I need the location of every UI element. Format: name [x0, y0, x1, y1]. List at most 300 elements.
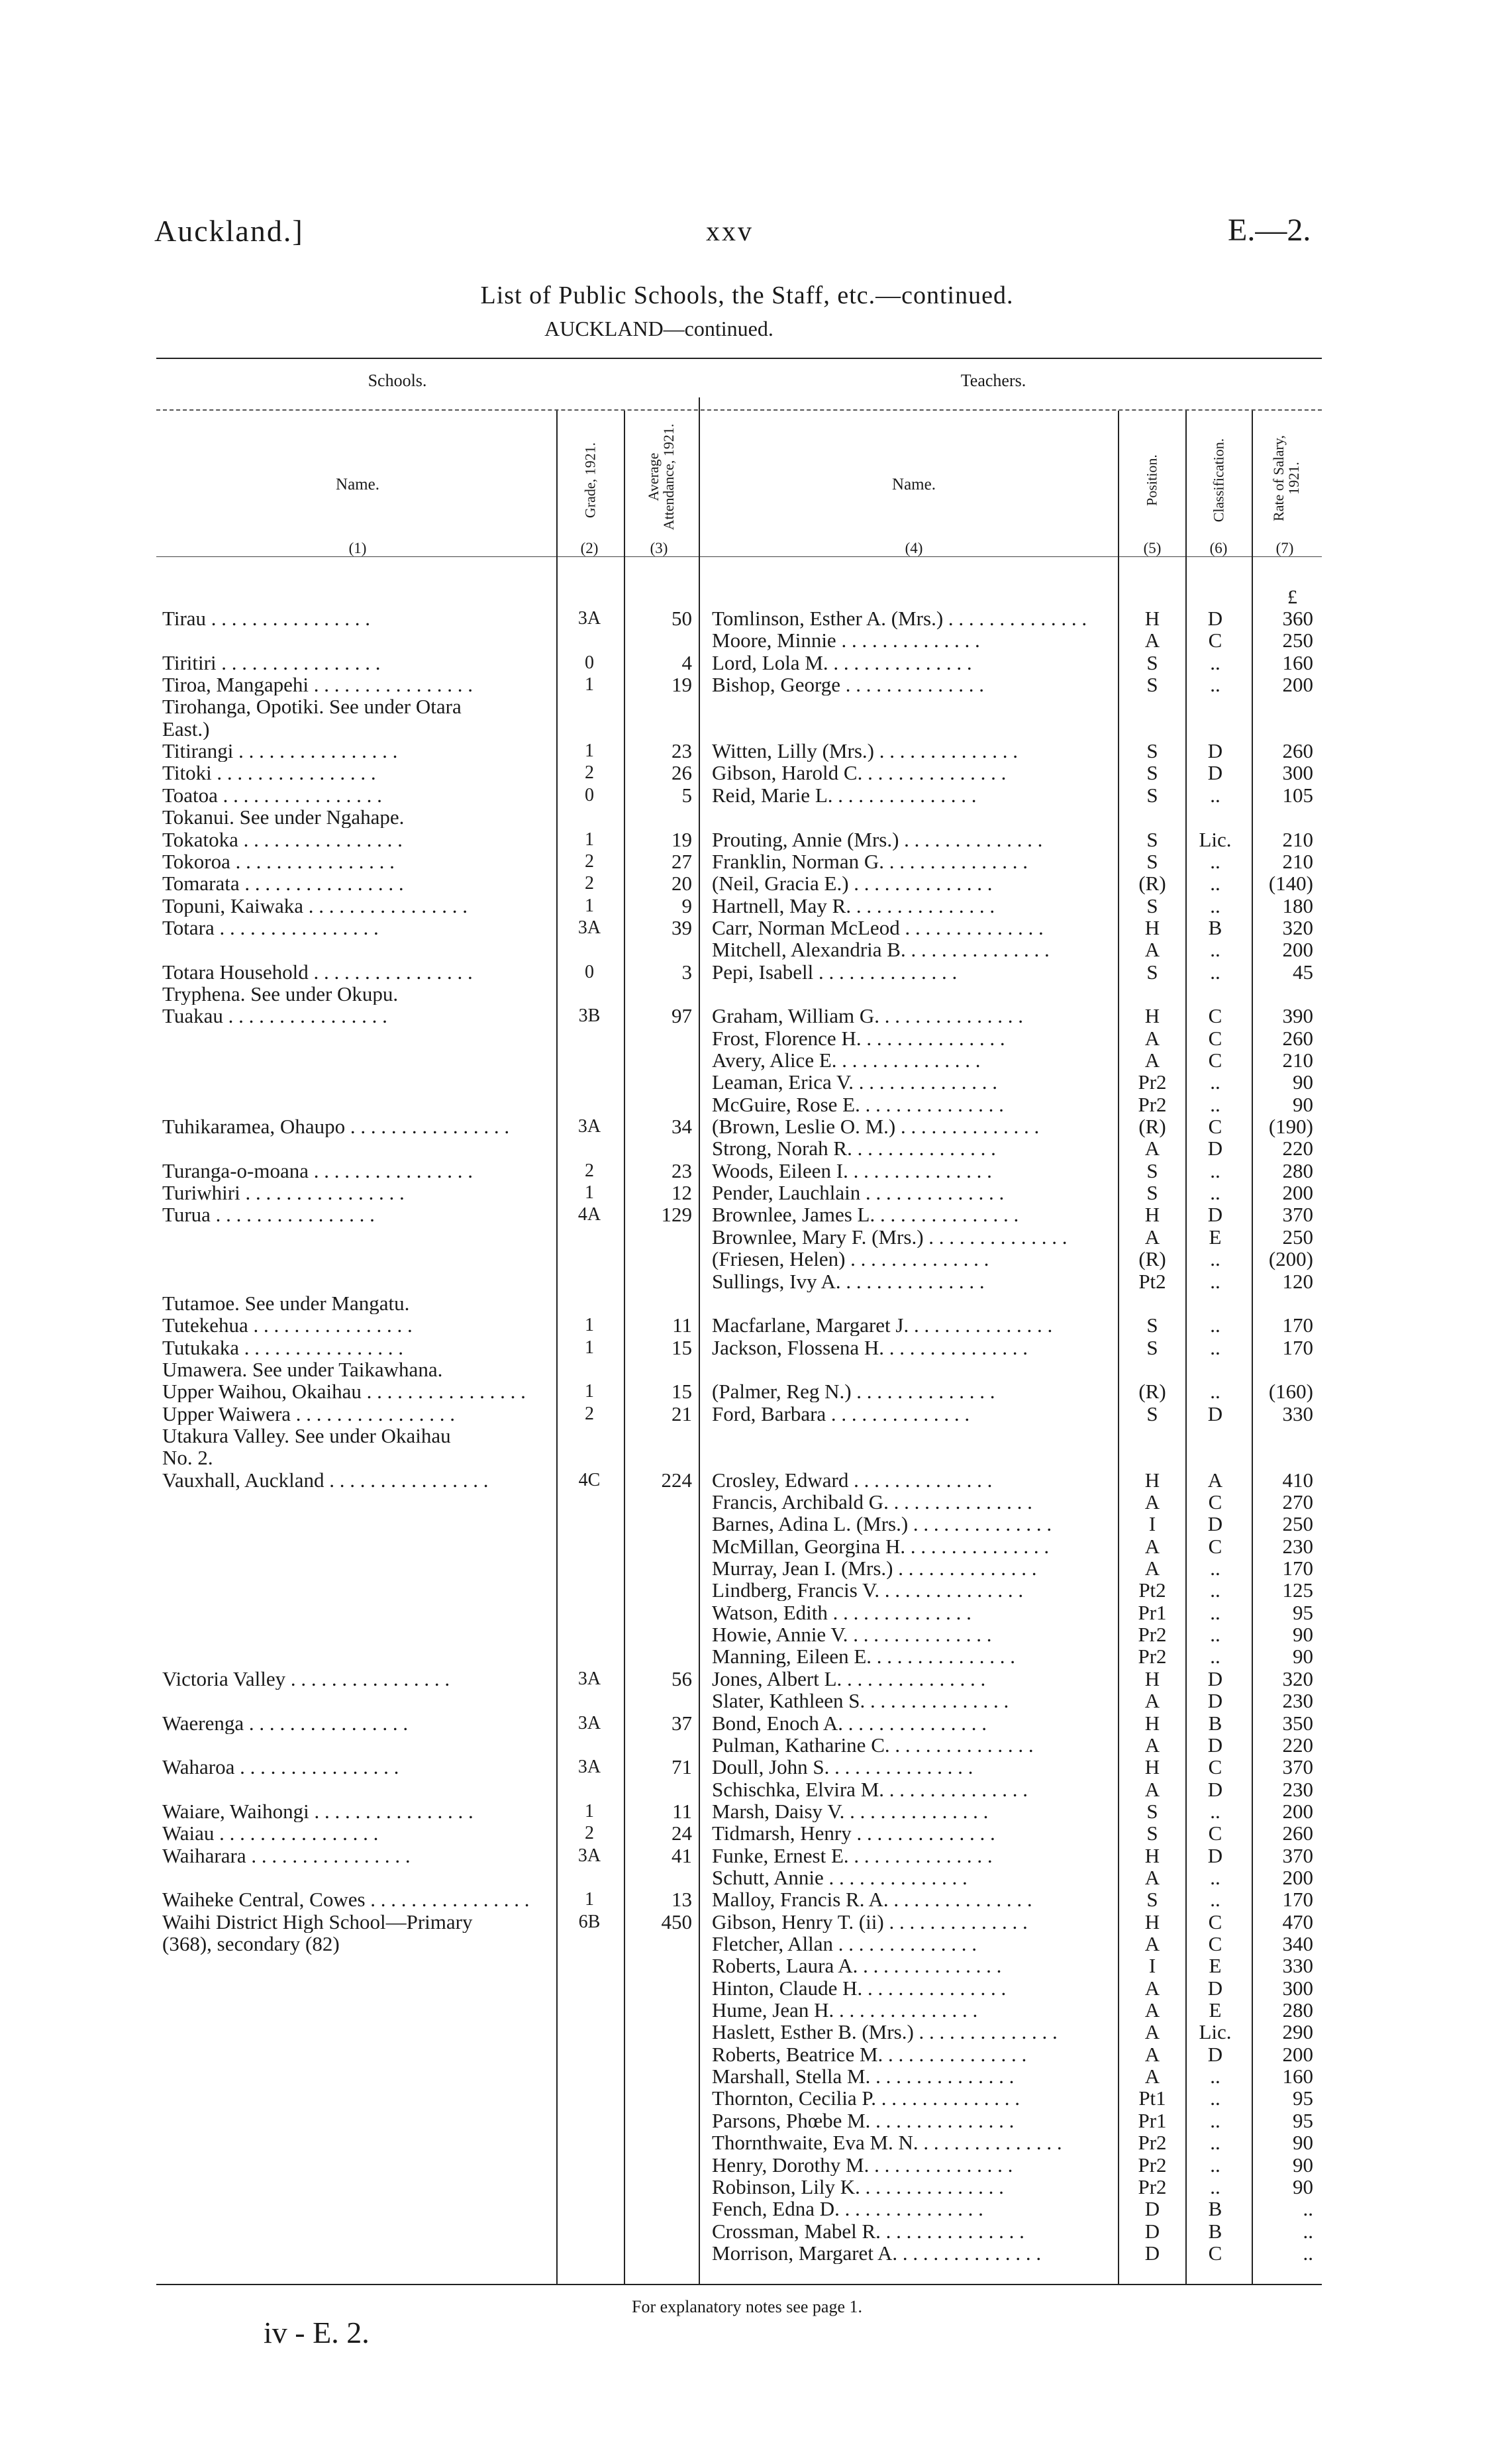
- teacher-row: [0, 2065, 1494, 2087]
- teacher-name: Thornton, Cecilia P. . . . . . . . . . . . . . .: [712, 2087, 1020, 2110]
- teacher-position: S: [1146, 849, 1158, 873]
- teacher-position: S: [1146, 827, 1158, 851]
- teacher-name: Marshall, Stella M. . . . . . . . . . . . . . .: [712, 2065, 1015, 2088]
- teacher-name: Prouting, Annie (Mrs.) . . . . . . . . . . . . . .: [712, 828, 1043, 850]
- school-grade: 3A: [577, 1668, 601, 1689]
- teacher-salary: 220: [1282, 1733, 1313, 1757]
- teacher-salary: 250: [1282, 629, 1313, 652]
- school-name: Waiheke Central, Cowes . . . . . . . . . . . . . . . .: [162, 1888, 530, 1911]
- school-name: Utakura Valley. See under Okaihau: [162, 1424, 451, 1447]
- school-name: Tomarata . . . . . . . . . . . . . . . .: [162, 872, 404, 895]
- teacher-classification: ..: [1210, 2175, 1220, 2198]
- teacher-row: [0, 2154, 1494, 2176]
- teacher-classification: ..: [1210, 1092, 1220, 1116]
- teacher-name: Lindberg, Francis V. . . . . . . . . . . . . . .: [712, 1579, 1024, 1602]
- teacher-position: H: [1144, 1468, 1160, 1492]
- school-grade: 2: [585, 1160, 594, 1181]
- teacher-salary: 360: [1282, 607, 1313, 630]
- school-grade: 3A: [577, 1845, 601, 1866]
- teacher-position: A: [1144, 629, 1160, 652]
- teacher-row: [0, 1602, 1494, 1623]
- col-header-teacher-name: Name.: [892, 476, 936, 493]
- teacher-classification: ..: [1210, 1578, 1220, 1602]
- school-row: [0, 718, 1494, 740]
- school-name: Tirau . . . . . . . . . . . . . . . .: [162, 607, 371, 629]
- teacher-position: H: [1144, 915, 1160, 939]
- teacher-name: Barnes, Adina L. (Mrs.) . . . . . . . . . . . . . .: [712, 1513, 1052, 1535]
- teacher-row: [0, 1645, 1494, 1667]
- teacher-position: A: [1144, 1534, 1160, 1558]
- teacher-row: [0, 1579, 1494, 1601]
- school-attendance: 27: [672, 849, 692, 873]
- teacher-row: [0, 1071, 1494, 1093]
- teacher-position: A: [1144, 1865, 1160, 1889]
- teacher-name: Strong, Norah R. . . . . . . . . . . . . . .: [712, 1137, 996, 1160]
- header-right: E.—2.: [1228, 213, 1311, 248]
- teacher-row: [0, 1049, 1494, 1071]
- teacher-row: [0, 1668, 1494, 1690]
- teacher-position: A: [1144, 1733, 1160, 1757]
- school-attendance: 13: [672, 1888, 692, 1912]
- teacher-classification: ..: [1210, 2153, 1220, 2177]
- page-subtitle: AUCKLAND—continued.: [544, 317, 773, 340]
- school-attendance: 12: [672, 1181, 692, 1205]
- table-bottom-rule: [156, 2284, 1322, 2285]
- school-grade: 3A: [577, 608, 601, 629]
- school-row: [0, 806, 1494, 828]
- teacher-row: [0, 1756, 1494, 1778]
- teacher-row: [0, 1712, 1494, 1734]
- teacher-salary: 95: [1293, 2108, 1313, 2132]
- teacher-salary: 280: [1282, 1158, 1313, 1182]
- school-attendance: 450: [661, 1910, 692, 1933]
- teacher-row: [0, 762, 1494, 784]
- teacher-salary: ..: [1303, 2241, 1313, 2265]
- school-attendance: 23: [672, 739, 692, 763]
- school-attendance: 19: [672, 673, 692, 697]
- teacher-row: [0, 872, 1494, 894]
- school-attendance: 15: [672, 1335, 692, 1359]
- school-attendance: 26: [672, 761, 692, 785]
- school-name: No. 2.: [162, 1447, 213, 1469]
- group-header-teachers: Teachers.: [960, 371, 1026, 390]
- teacher-name: Morrison, Margaret A. . . . . . . . . . . . . . .: [712, 2241, 1042, 2264]
- teacher-position: A: [1144, 2020, 1160, 2044]
- teacher-position: H: [1144, 1843, 1160, 1867]
- teacher-classification: D: [1207, 1203, 1223, 1227]
- teacher-classification: ..: [1210, 1557, 1220, 1580]
- teacher-row: [0, 1182, 1494, 1204]
- teacher-classification: ..: [1210, 1269, 1220, 1293]
- school-grade: 4A: [577, 1204, 601, 1225]
- teacher-salary: 300: [1282, 1976, 1313, 2000]
- teacher-salary: 170: [1282, 1313, 1313, 1337]
- teacher-name: Manning, Eileen E. . . . . . . . . . . . . . .: [712, 1645, 1016, 1668]
- table-top-rule: [156, 358, 1322, 359]
- teacher-row: [0, 2220, 1494, 2242]
- teacher-position: S: [1146, 894, 1158, 917]
- teacher-row: [0, 1380, 1494, 1402]
- teacher-position: (R): [1138, 872, 1166, 896]
- teacher-name: Woods, Eileen I. . . . . . . . . . . . . . .: [712, 1159, 992, 1182]
- school-name: Topuni, Kaiwaka . . . . . . . . . . . . . . . .: [162, 894, 468, 917]
- school-row: [0, 695, 1494, 717]
- teacher-name: Pender, Lauchlain . . . . . . . . . . . . . .: [712, 1182, 1005, 1204]
- school-grade: 2: [585, 762, 594, 784]
- teacher-position: A: [1144, 1225, 1160, 1249]
- school-name: Tokatoka . . . . . . . . . . . . . . . .: [162, 828, 403, 850]
- teacher-name: Jones, Albert L. . . . . . . . . . . . . . .: [712, 1667, 986, 1690]
- col-number-4: (4): [905, 540, 923, 556]
- teacher-classification: ..: [1210, 1865, 1220, 1889]
- teacher-salary: 230: [1282, 1777, 1313, 1801]
- teacher-salary: 260: [1282, 1026, 1313, 1050]
- teacher-salary: 260: [1282, 739, 1313, 763]
- teacher-classification: ..: [1210, 1645, 1220, 1668]
- teacher-salary: ..: [1303, 2219, 1313, 2243]
- teacher-salary: 220: [1282, 1137, 1313, 1160]
- teacher-position: D: [1144, 2219, 1160, 2243]
- teacher-classification: C: [1208, 1490, 1222, 1514]
- school-grade: 3A: [577, 1757, 601, 1778]
- teacher-classification: D: [1207, 1512, 1223, 1536]
- col-number-6: (6): [1209, 540, 1228, 556]
- school-name: Waiau . . . . . . . . . . . . . . . .: [162, 1822, 379, 1845]
- teacher-position: (R): [1138, 1380, 1166, 1404]
- footer-note: For explanatory notes see page 1.: [631, 2297, 862, 2316]
- teacher-classification: C: [1208, 1932, 1222, 1955]
- teacher-classification: D: [1207, 1843, 1223, 1867]
- teacher-row: [0, 1911, 1494, 1933]
- teacher-name: Witten, Lilly (Mrs.) . . . . . . . . . . . . . .: [712, 740, 1018, 762]
- teacher-name: Fletcher, Allan . . . . . . . . . . . . . .: [712, 1933, 977, 1955]
- teacher-row: [0, 1314, 1494, 1336]
- school-attendance: 24: [672, 1822, 692, 1845]
- col-header-attendance: Average Attendance, 1921.: [644, 423, 677, 531]
- teacher-name: Graham, William G. . . . . . . . . . . . . . .: [712, 1005, 1024, 1027]
- teacher-position: S: [1146, 1402, 1158, 1425]
- teacher-row: [0, 2043, 1494, 2065]
- teacher-name: Francis, Archibald G. . . . . . . . . . . . . . .: [712, 1491, 1032, 1513]
- teacher-name: Ford, Barbara . . . . . . . . . . . . . .: [712, 1402, 970, 1425]
- teacher-classification: ..: [1210, 1158, 1220, 1182]
- teacher-classification: ..: [1210, 938, 1220, 962]
- page-mark: iv - E. 2.: [264, 2316, 370, 2349]
- teacher-classification: B: [1208, 2219, 1222, 2243]
- teacher-position: Pr2: [1138, 1070, 1167, 1094]
- teacher-salary: 120: [1282, 1269, 1313, 1293]
- teacher-position: S: [1146, 650, 1158, 674]
- teacher-classification: C: [1208, 1004, 1222, 1028]
- teacher-row: [0, 629, 1494, 651]
- teacher-row: [0, 1403, 1494, 1425]
- school-name: Vauxhall, Auckland . . . . . . . . . . . . . . . .: [162, 1468, 489, 1491]
- teacher-position: H: [1144, 1910, 1160, 1933]
- teacher-name: Roberts, Laura A. . . . . . . . . . . . . . .: [712, 1955, 1002, 1977]
- school-grade: 3A: [577, 917, 601, 938]
- teacher-name: Bond, Enoch A. . . . . . . . . . . . . . .: [712, 1712, 987, 1734]
- teacher-row: [0, 2242, 1494, 2264]
- teacher-name: Pepi, Isabell . . . . . . . . . . . . . .: [712, 960, 958, 983]
- teacher-name: Pulman, Katharine C. . . . . . . . . . . . . . .: [712, 1733, 1034, 1756]
- teacher-position: S: [1146, 673, 1158, 697]
- school-attendance: 9: [681, 894, 692, 917]
- teacher-salary: 250: [1282, 1225, 1313, 1249]
- teacher-classification: Lic.: [1199, 827, 1232, 851]
- teacher-salary: 210: [1282, 827, 1313, 851]
- school-name: Waiharara . . . . . . . . . . . . . . . .: [162, 1844, 411, 1867]
- teacher-classification: C: [1208, 1910, 1222, 1933]
- col-number-7: (7): [1275, 540, 1294, 556]
- school-name: Toatoa . . . . . . . . . . . . . . . .: [162, 784, 382, 806]
- teacher-salary: 200: [1282, 1865, 1313, 1889]
- teacher-salary: 90: [1293, 1623, 1313, 1647]
- teacher-row: [0, 2110, 1494, 2131]
- teacher-row: [0, 2131, 1494, 2153]
- teacher-row: [0, 1513, 1494, 1535]
- school-grade: 6B: [578, 1911, 601, 1932]
- teacher-name: Sullings, Ivy A. . . . . . . . . . . . . . .: [712, 1270, 985, 1292]
- school-grade: 1: [585, 1337, 594, 1358]
- teacher-position: Pt1: [1138, 2086, 1166, 2110]
- school-grade: 0: [585, 652, 594, 673]
- teacher-position: A: [1144, 1557, 1160, 1580]
- teacher-name: Bishop, George . . . . . . . . . . . . . .: [712, 674, 985, 696]
- school-name: Umawera. See under Taikawhana.: [162, 1358, 443, 1380]
- teacher-classification: ..: [1210, 783, 1220, 807]
- teacher-name: Lord, Lola M. . . . . . . . . . . . . . .: [712, 651, 972, 674]
- teacher-classification: D: [1207, 761, 1223, 785]
- teacher-classification: ..: [1210, 1313, 1220, 1337]
- teacher-salary: 125: [1282, 1578, 1313, 1602]
- school-attendance: 11: [672, 1313, 692, 1337]
- school-name: Tokoroa . . . . . . . . . . . . . . . .: [162, 850, 395, 872]
- school-name: Tirohanga, Opotiki. See under Otara: [162, 695, 462, 718]
- teacher-row: [0, 1977, 1494, 1999]
- teacher-salary: 160: [1282, 2065, 1313, 2088]
- school-grade: 1: [585, 1381, 594, 1402]
- teacher-salary: 90: [1293, 2131, 1313, 2155]
- teacher-name: Hume, Jean H. . . . . . . . . . . . . . .: [712, 1999, 978, 2022]
- teacher-name: Roberts, Beatrice M. . . . . . . . . . . . . . .: [712, 2043, 1027, 2065]
- teacher-classification: C: [1208, 1755, 1222, 1779]
- teacher-classification: D: [1207, 1667, 1223, 1690]
- teacher-position: I: [1148, 1954, 1156, 1978]
- school-grade: 0: [585, 961, 594, 982]
- teacher-row: [0, 1160, 1494, 1182]
- teacher-classification: B: [1208, 1711, 1222, 1735]
- teacher-row: [0, 1469, 1494, 1491]
- school-attendance: 39: [672, 915, 692, 939]
- teacher-name: (Palmer, Reg N.) . . . . . . . . . . . . . .: [712, 1380, 995, 1403]
- school-name: Turua . . . . . . . . . . . . . . . .: [162, 1204, 375, 1226]
- school-attendance: 50: [672, 607, 692, 630]
- teacher-name: Carr, Norman McLeod . . . . . . . . . . . . . .: [712, 916, 1044, 939]
- teacher-classification: E: [1209, 1998, 1222, 2022]
- school-grade: 1: [585, 1800, 594, 1822]
- teacher-row: [0, 1094, 1494, 1115]
- school-grade: 1: [585, 1315, 594, 1336]
- teacher-classification: ..: [1210, 2086, 1220, 2110]
- teacher-position: Pr1: [1138, 2108, 1167, 2132]
- teacher-name: Hartnell, May R. . . . . . . . . . . . . . .: [712, 894, 995, 917]
- teacher-classification: C: [1208, 1822, 1222, 1845]
- teacher-position: H: [1144, 1004, 1160, 1028]
- teacher-classification: ..: [1210, 1888, 1220, 1912]
- teacher-salary: 250: [1282, 1512, 1313, 1536]
- school-grade: 1: [585, 895, 594, 916]
- col-number-3: (3): [650, 540, 668, 556]
- col-header-position: Position.: [1143, 454, 1160, 506]
- school-name: Tryphena. See under Okupu.: [162, 982, 399, 1005]
- teacher-classification: ..: [1210, 1623, 1220, 1647]
- teacher-classification: B: [1208, 2197, 1222, 2221]
- teacher-name: Frost, Florence H. . . . . . . . . . . . . . .: [712, 1027, 1005, 1049]
- school-attendance: 129: [661, 1203, 692, 1227]
- teacher-salary: 370: [1282, 1755, 1313, 1779]
- teacher-salary: 330: [1282, 1954, 1313, 1978]
- teacher-row: [0, 1800, 1494, 1822]
- teacher-salary: 230: [1282, 1689, 1313, 1713]
- header-page-number: xxv: [706, 217, 754, 247]
- teacher-salary: 230: [1282, 1534, 1313, 1558]
- teacher-position: I: [1148, 1512, 1156, 1536]
- teacher-row: [0, 1690, 1494, 1712]
- teacher-classification: ..: [1210, 960, 1220, 984]
- teacher-name: Tidmarsh, Henry . . . . . . . . . . . . . .: [712, 1822, 995, 1845]
- school-name: Tutekehua . . . . . . . . . . . . . . . .: [162, 1314, 413, 1337]
- school-attendance: 56: [672, 1667, 692, 1690]
- teacher-classification: D: [1207, 1689, 1223, 1713]
- teacher-name: Schutt, Annie . . . . . . . . . . . . . .: [712, 1866, 968, 1888]
- teacher-position: S: [1146, 1335, 1158, 1359]
- teacher-name: Slater, Kathleen S. . . . . . . . . . . . . . .: [712, 1690, 1009, 1712]
- teacher-position: H: [1144, 607, 1160, 630]
- teacher-salary: ..: [1303, 2197, 1313, 2221]
- school-grade: 3A: [577, 1116, 601, 1137]
- teacher-name: (Friesen, Helen) . . . . . . . . . . . . . .: [712, 1248, 989, 1270]
- school-grade: 1: [585, 674, 594, 695]
- teacher-row: [0, 1027, 1494, 1049]
- school-attendance: 23: [672, 1158, 692, 1182]
- teacher-classification: C: [1208, 1049, 1222, 1072]
- school-name: (368), secondary (82): [162, 1933, 340, 1955]
- teacher-classification: C: [1208, 1026, 1222, 1050]
- school-grade: 2: [585, 1823, 594, 1844]
- school-name: Turiwhiri . . . . . . . . . . . . . . . .: [162, 1182, 405, 1204]
- teacher-row: [0, 1557, 1494, 1579]
- teacher-salary: 90: [1293, 1645, 1313, 1668]
- teacher-row: [0, 1778, 1494, 1800]
- teacher-position: H: [1144, 1203, 1160, 1227]
- teacher-name: Murray, Jean I. (Mrs.) . . . . . . . . . . . . . .: [712, 1557, 1037, 1580]
- teacher-row: [0, 2198, 1494, 2220]
- teacher-name: Franklin, Norman G. . . . . . . . . . . . . . .: [712, 850, 1028, 872]
- school-attendance: 3: [681, 960, 692, 984]
- teacher-name: Avery, Alice E. . . . . . . . . . . . . . .: [712, 1049, 981, 1071]
- school-name: Tutukaka . . . . . . . . . . . . . . . .: [162, 1336, 403, 1359]
- teacher-salary: (160): [1268, 1380, 1313, 1404]
- teacher-row: [0, 2176, 1494, 2198]
- teacher-salary: 210: [1282, 1049, 1313, 1072]
- teacher-name: Fench, Edna D. . . . . . . . . . . . . . .: [712, 2198, 983, 2220]
- teacher-position: D: [1144, 2241, 1160, 2265]
- group-header-rule: [156, 409, 1322, 411]
- col-header-salary: Rate of Salary, 1921.: [1270, 435, 1302, 521]
- teacher-salary: 180: [1282, 894, 1313, 917]
- teacher-salary: 390: [1282, 1004, 1313, 1028]
- school-name: Tokanui. See under Ngahape.: [162, 806, 405, 829]
- teacher-row: [0, 1845, 1494, 1867]
- teacher-name: (Brown, Leslie O. M.) . . . . . . . . . . . . . .: [712, 1115, 1040, 1138]
- teacher-position: A: [1144, 1026, 1160, 1050]
- teacher-name: Robinson, Lily K. . . . . . . . . . . . . . .: [712, 2175, 1004, 2198]
- school-grade: 3A: [577, 1712, 601, 1733]
- col-number-2: (2): [580, 540, 599, 556]
- teacher-row: [0, 674, 1494, 695]
- teacher-salary: 260: [1282, 1822, 1313, 1845]
- school-grade: 1: [585, 829, 594, 850]
- teacher-classification: ..: [1210, 1335, 1220, 1359]
- teacher-name: Parsons, Phœbe M. . . . . . . . . . . . . . .: [712, 2109, 1015, 2131]
- school-name: Totara Household . . . . . . . . . . . . . . . .: [162, 960, 473, 983]
- teacher-classification: ..: [1210, 650, 1220, 674]
- teacher-salary: 320: [1282, 915, 1313, 939]
- teacher-position: S: [1146, 1313, 1158, 1337]
- teacher-position: S: [1146, 1181, 1158, 1205]
- teacher-position: S: [1146, 761, 1158, 785]
- teacher-salary: 90: [1293, 1070, 1313, 1094]
- school-name: Totara . . . . . . . . . . . . . . . .: [162, 916, 379, 939]
- teacher-position: Pr2: [1138, 1645, 1167, 1668]
- teacher-name: Thornthwaite, Eva M. N. . . . . . . . . . . . . . .: [712, 2131, 1062, 2154]
- teacher-classification: ..: [1210, 1799, 1220, 1823]
- school-name: East.): [162, 717, 210, 740]
- teacher-name: McMillan, Georgina H. . . . . . . . . . . . . . .: [712, 1535, 1050, 1557]
- teacher-salary: 370: [1282, 1843, 1313, 1867]
- teacher-name: Doull, John S. . . . . . . . . . . . . . .: [712, 1756, 973, 1778]
- teacher-position: H: [1144, 1711, 1160, 1735]
- teacher-salary: 90: [1293, 1092, 1313, 1116]
- teacher-salary: 350: [1282, 1711, 1313, 1735]
- teacher-position: A: [1144, 1976, 1160, 2000]
- school-attendance: 11: [672, 1799, 692, 1823]
- page-title: List of Public Schools, the Staff, etc.—continued.: [480, 282, 1014, 309]
- teacher-salary: 200: [1282, 1799, 1313, 1823]
- school-attendance: 224: [661, 1468, 692, 1492]
- school-name: Upper Waiwera . . . . . . . . . . . . . . . .: [162, 1402, 456, 1425]
- teacher-name: (Neil, Gracia E.) . . . . . . . . . . . . . .: [712, 872, 993, 895]
- teacher-position: D: [1144, 2197, 1160, 2221]
- teacher-position: A: [1144, 938, 1160, 962]
- teacher-row: [0, 1734, 1494, 1756]
- teacher-position: S: [1146, 1158, 1158, 1182]
- teacher-row: [0, 961, 1494, 983]
- school-name: Tuakau . . . . . . . . . . . . . . . .: [162, 1005, 387, 1027]
- teacher-name: Hinton, Claude H. . . . . . . . . . . . . . .: [712, 1976, 1007, 1999]
- teacher-position: Pr2: [1138, 1092, 1167, 1116]
- teacher-row: [0, 1822, 1494, 1844]
- col-header-school-name: Name.: [336, 476, 379, 493]
- school-name: Waharoa . . . . . . . . . . . . . . . .: [162, 1756, 399, 1778]
- school-name: Tutamoe. See under Mangatu.: [162, 1292, 410, 1314]
- teacher-position: (R): [1138, 1247, 1166, 1271]
- teacher-row: [0, 1888, 1494, 1910]
- teacher-name: Macfarlane, Margaret J. . . . . . . . . . . . . . .: [712, 1314, 1053, 1337]
- school-row: [0, 1359, 1494, 1380]
- teacher-position: A: [1144, 1490, 1160, 1514]
- teacher-classification: ..: [1210, 2108, 1220, 2132]
